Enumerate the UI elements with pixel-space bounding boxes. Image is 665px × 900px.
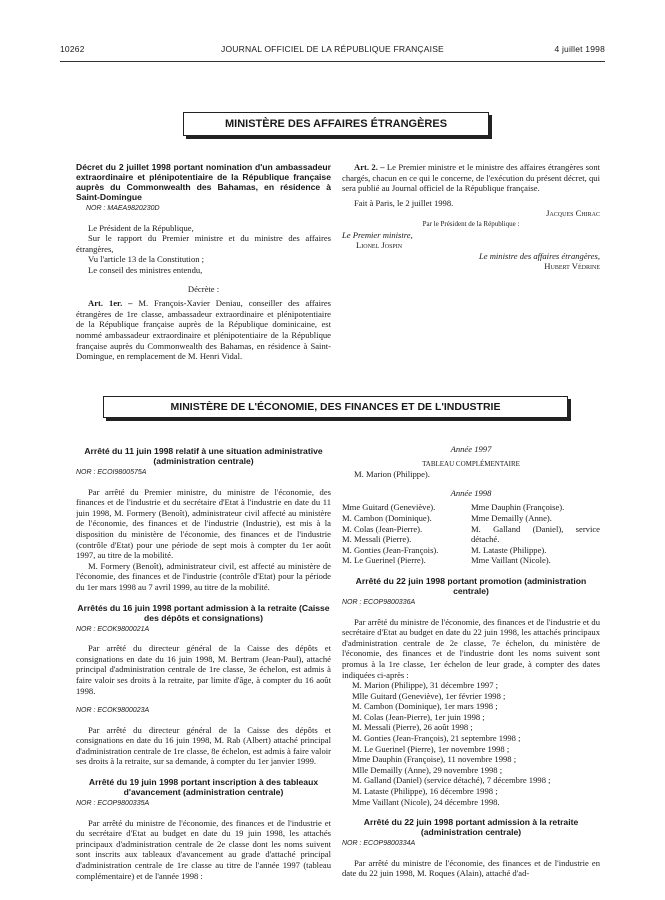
list-item: M. Marion (Philippe), 31 décembre 1997 ;	[352, 680, 499, 691]
par-le-president: Par le Président de la République :	[422, 219, 520, 228]
list-item: M. Lataste (Philippe), 16 décembre 1998 ;	[352, 786, 498, 797]
list-item: M. Gonties (Jean-François), 21 septembre 1998 ;	[352, 733, 521, 744]
annee-1998: Année 1998	[450, 487, 492, 498]
avancement-list	[342, 502, 600, 566]
decret-left-column	[76, 162, 331, 362]
signature-jospin: Lionel Jospin	[356, 240, 403, 251]
ministry-title: MINISTÈRE DE L'ÉCONOMIE, DES FINANCES ET DE L'INDUSTRIE	[170, 401, 501, 413]
arrete-4-nor: NOR : ECOP9800336A	[342, 598, 416, 606]
arrete-3-title: Arrêté du 19 juin 1998 portant inscription à des tableaux d'avancement (administration centrale)	[88, 777, 319, 798]
list-item: M. Le Guerinel (Pierre), 1er novembre 1998 ;	[352, 743, 510, 754]
arrete-2-nor-2: NOR : ECOK9800023A	[76, 707, 150, 715]
ministry-heading-economie	[103, 396, 568, 418]
arrete-2-para-1: Par arrêté du directeur général de la Caisse des dépôts et consignations en date du 16 juin 1998, M. Bertram (Jean-Paul), attaché principal d'administration centrale de 1re classe, 3e échelon, est admis à faire valoir ses droits à la retraite, par limite d'âge, à compter du 16 août 1998.	[76, 643, 331, 696]
arrete-5-para-1: Par arrêté du ministre de l'économie, des finances et de l'industrie en date du 22 juin 1998, M. Roques (Alain), attaché d'ad-	[342, 857, 600, 879]
tableau-complementaire: TABLEAU COMPLÉMENTAIRE	[422, 459, 520, 468]
list-item: M. Le Guerinel (Pierre).	[342, 555, 426, 566]
list-item: Mme Guitard (Geneviève).	[342, 502, 436, 513]
list-item: M. Messali (Pierre).	[342, 534, 412, 545]
list-item: Mme Vaillant (Nicole).	[471, 555, 551, 566]
arrete-2-nor-1: NOR : ECOK9800021A	[76, 625, 150, 633]
economie-left-column	[76, 444, 331, 894]
arrete-1-title: Arrêté du 11 juin 1998 relatif à une situation administrative (administration centrale)	[84, 446, 323, 466]
list-item: Mme Vaillant (Nicole), 24 décembre 1998.	[352, 796, 500, 807]
arrete-1-nor: NOR : ECOI9800575A	[76, 469, 147, 476]
list-item: M. Gonties (Jean-François).	[342, 544, 439, 555]
list-item: Mme Dauphin (Françoise), 11 novembre 1998 ;	[352, 754, 517, 765]
arrete-5-nor: NOR : ECOP9800334A	[342, 840, 416, 848]
page-number: 10262	[60, 44, 85, 54]
list-item: Mlle Guitard (Geneviève), 1er février 1998 ;	[352, 690, 506, 701]
list-item: Mme Dauphin (Françoise).	[471, 502, 565, 513]
article-1	[76, 298, 331, 362]
list-item: Mlle Demailly (Anne), 29 novembre 1998 ;	[352, 764, 503, 775]
economie-right-column	[342, 444, 600, 894]
signature-chirac: Jacques Chirac	[546, 208, 600, 219]
avancement-list-left	[342, 502, 471, 566]
decret-nor: NOR : MAEA9820230D	[86, 205, 160, 212]
arrete-5-title: Arrêté du 22 juin 1998 portant admission à la retraite (administration centrale)	[363, 817, 579, 838]
arrete-4-para-1: Par arrêté du ministre de l'économie, des finances et de l'industrie et du secrétaire d'Etat au budget en date du 22 juin 1998, les attachés principaux d'administration centrale de 2e classe, 7e échelon, du ministère de l'économie, des finances et de l'industrie dont les noms suivent sont promus à la 1re classe, 1er échelon de leur grade, à compter des dates indiquées ci-après :	[342, 616, 600, 680]
rapport-line: Sur le rapport du Premier ministre et du ministre des affaires étrangères,	[76, 233, 331, 254]
arrete-1-para-2: M. Formery (Benoît), administrateur civil, est affecté au ministère de l'économie, des finances et de l'industrie (contrôle d'Etat) pour la période du 1er mars 1998 au 7 avril 1999, au titre de la mobilité.	[76, 560, 331, 592]
list-item: M. Lataste (Philippe).	[471, 544, 547, 555]
avancement-list-right	[471, 502, 600, 566]
signature-vedrine: Hubert Védrine	[544, 261, 600, 272]
decrete-line: Décrète :	[187, 283, 220, 294]
article-2-text: Le Premier ministre et le ministre des affaires étrangères sont chargés, chacun en ce qui le concerne, de l'exécution du présent décret, qui sera publié au Journal officiel de la République française.	[342, 162, 600, 194]
arrete-2-para-2: Par arrêté du directeur général de la Caisse des dépôts et consignations en date du 16 juin 1998, M. Rab (Albert) attaché principal d'administration centrale de 1re classe, 8e échelon, est admis à faire valoir ses droits à la retraite, sur sa demande, à compter du 1er janvier 1999.	[76, 724, 331, 767]
president-line: Le Président de la République,	[88, 222, 194, 233]
article-1-text: M. François-Xavier Deniau, conseiller des affaires étrangères de 1re classe, ambassadeur extraordinaire et plénipotentiaire de la République française auprès de la République dominicaine, est nommé ambassadeur extraordinaire et plénipotentiaire de la République française auprès du Commonwealth des Bahamas, en résidence à Saint-Domingue, en remplacement de M. Henri Vidal.	[76, 298, 331, 362]
arrete-3-nor: NOR : ECOP9800335A	[76, 800, 150, 808]
running-header	[60, 44, 605, 58]
article-2	[342, 162, 600, 194]
ministre-ae-label: Le ministre des affaires étrangères,	[478, 250, 600, 261]
ministry-heading-affaires-etrangeres	[183, 112, 489, 136]
list-item: M. Colas (Jean-Pierre), 1er juin 1998 ;	[352, 711, 485, 722]
ministry-title: MINISTÈRE DES AFFAIRES ÉTRANGÈRES	[224, 118, 448, 130]
list-item: M. Cambon (Dominique), 1er mars 1998 ;	[352, 701, 498, 712]
marion-line: M. Marion (Philippe).	[354, 469, 430, 480]
premier-ministre-label: Le Premier ministre,	[342, 229, 413, 240]
list-item: M. Cambon (Dominique).	[342, 512, 432, 523]
list-item: Mme Demailly (Anne).	[471, 512, 552, 523]
arrete-3-para-1: Par arrêté du ministre de l'économie, des finances et de l'industrie et du secrétaire d'Etat au budget en date du 19 juin 1998, les attachés principaux d'administration centrale de 2e classe dont les noms suivent sont inscrits aux tableaux d'avancement au grade d'attaché principal d'administration centrale de 1re classe au titre de l'année 1997 (tableau complémentaire) et de l'année 1998 :	[76, 817, 331, 881]
arrete-1-para-1: Par arrêté du Premier ministre, du ministre de l'économie, des finances et de l'industrie et du secrétaire d'Etat à l'industrie en date du 11 juin 1998, M. Formery (Benoît), administrateur civil affecté au ministère de l'économie, des finances et de l'industrie (Industrie), est mis à la disposition du ministère de l'économie, des finances et de l'industrie (contrôle d'Etat) pour une période de sept mois à compter du 1er août 1997, au titre de la mobilité.	[76, 486, 331, 561]
fait-line: Fait à Paris, le 2 juillet 1998.	[354, 197, 454, 208]
list-item: M. Galland (Daniel), service détaché.	[471, 523, 600, 545]
decret-title: Décret du 2 juillet 1998 portant nomination d'un ambassadeur extraordinaire et plénipotentiaire de la République française auprès du Commonwealth des Bahamas, en résidence à Saint-Domingue	[76, 162, 331, 202]
decret-right-column	[342, 162, 600, 342]
list-item: M. Messali (Pierre), 26 août 1998 ;	[352, 722, 473, 733]
article-2-label: Art. 2. –	[354, 162, 385, 172]
journal-title: JOURNAL OFFICIEL DE LA RÉPUBLIQUE FRANÇAISE	[221, 44, 444, 54]
annee-1997: Année 1997	[450, 444, 492, 454]
issue-date: 4 juillet 1998	[554, 44, 605, 54]
vu-line: Vu l'article 13 de la Constitution ;	[88, 254, 205, 265]
list-item: M. Colas (Jean-Pierre).	[342, 523, 423, 534]
article-1-label: Art. 1er. –	[88, 298, 133, 309]
conseil-line: Le conseil des ministres entendu,	[88, 264, 203, 275]
list-item: M. Galland (Daniel) (service détaché), 7 décembre 1998 ;	[352, 775, 551, 786]
arrete-2-title: Arrêtés du 16 juin 1998 portant admission à la retraite (Caisse des dépôts et consignations)	[77, 602, 330, 623]
arrete-4-title: Arrêté du 22 juin 1998 portant promotion (administration centrale)	[355, 575, 587, 596]
header-rule	[60, 61, 605, 62]
